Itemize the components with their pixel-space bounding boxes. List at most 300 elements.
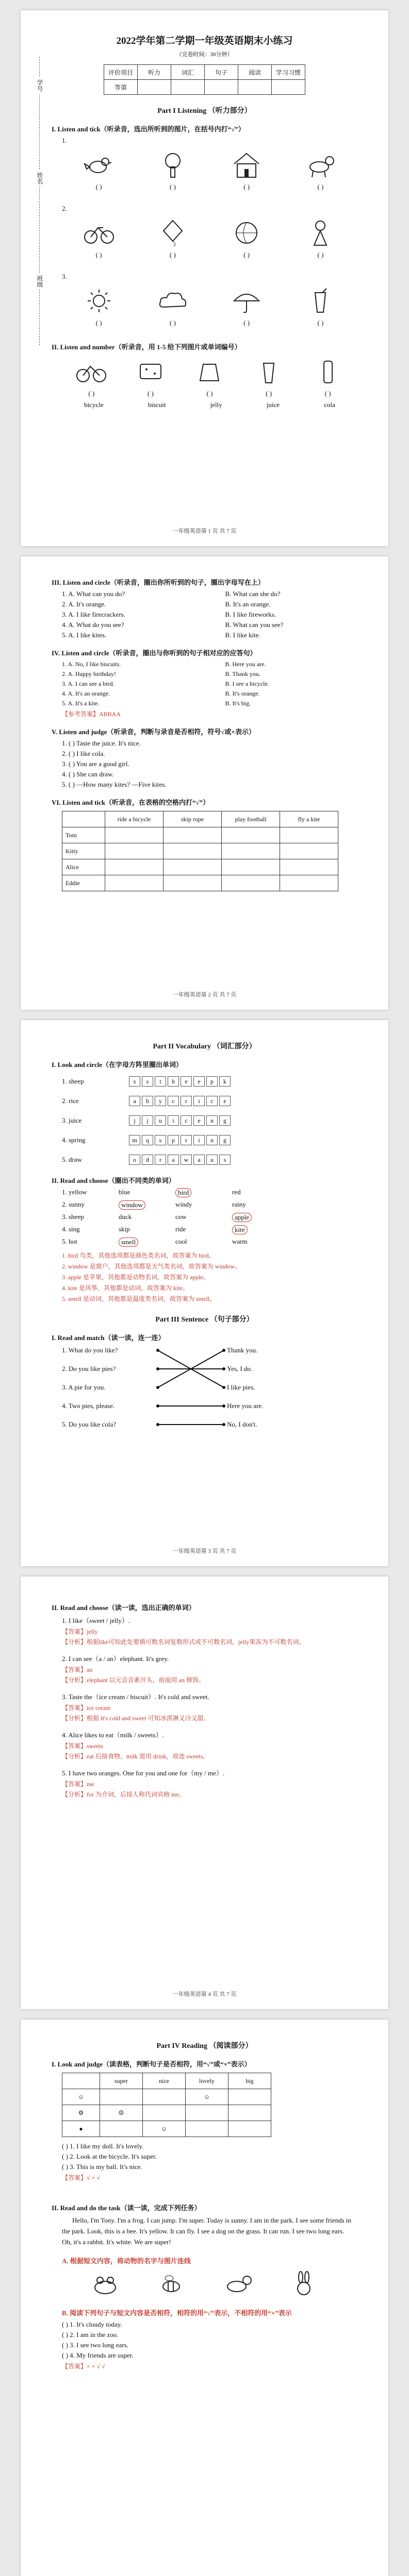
choose-item (21, 1730, 388, 1760)
dog-icon (302, 150, 338, 180)
row-label: Eddie (62, 875, 105, 891)
letter-grid (129, 1155, 231, 1165)
rabbit-icon (286, 2269, 322, 2299)
option-b[interactable]: B. What can you see? (225, 621, 284, 629)
judge-item: 4. ( ) She can draw. (62, 770, 114, 778)
word-cell[interactable]: rainy (232, 1200, 246, 1208)
judge-item: 5. ( ) —How many kites? —Five kites. (62, 781, 167, 788)
tick-cell[interactable] (163, 827, 222, 843)
table-head: play football (222, 811, 280, 827)
option-row (62, 621, 388, 629)
judge-item: 2. ( ) I like cola. (62, 750, 105, 757)
match-left-column (62, 1346, 118, 1439)
word-cell[interactable]: warm (232, 1238, 248, 1245)
kite-icon (155, 218, 191, 248)
score-head-cell: 学习习惯 (272, 65, 305, 80)
tick-cell[interactable] (163, 859, 222, 875)
page-5 (21, 2020, 388, 2576)
smile-face-icon: ☺ (186, 2089, 228, 2105)
letter-cell[interactable]: y (155, 1096, 166, 1106)
option-a[interactable]: 5. A. It's a kite. (62, 700, 100, 707)
part1-title: Part I Listening （听力部分） (157, 107, 252, 115)
paren-row: ( ) ( ) ( ) ( ) (95, 251, 324, 259)
part3-q1: I. Read and match（读一读，连一连） (52, 1334, 165, 1342)
letter-cell[interactable]: i (193, 1135, 205, 1145)
part3-q2: II. Read and choose（读一读，选出正确的单词） (52, 1604, 195, 1612)
table-row (62, 827, 338, 843)
choose-question: 1. I like（sweet / jelly）. (62, 1617, 130, 1624)
answer-key: 【答案】√ × √ (62, 2174, 100, 2181)
match-question[interactable]: 5. Do you like cola? (62, 1420, 117, 1428)
table-row (62, 859, 338, 875)
ball-icon: ● (62, 2121, 100, 2137)
table-head: skip rope (163, 811, 222, 827)
letter-cell[interactable]: e (193, 1115, 205, 1126)
task-a-title: A. 根据短文内容，将动物的名字与图片连线 (62, 2257, 191, 2265)
tick-cell[interactable] (222, 875, 280, 891)
judge-item: 3. ( ) You are a good girl. (62, 760, 129, 768)
matching-area (62, 1346, 388, 1449)
task-b-title: B. 阅读下列句子与短文内容是否相符，相符的用“√”表示，不相符的用“×”表示 (62, 2309, 292, 2317)
choose-answer: 【答案】ice cream (62, 1704, 111, 1711)
match-answer[interactable]: Yes, I do. (227, 1365, 253, 1372)
match-question[interactable]: 3. A pie for you. (62, 1383, 106, 1391)
letter-cell[interactable]: p (168, 1135, 179, 1145)
letter-cell[interactable]: n (206, 1115, 218, 1126)
score-cell[interactable] (171, 80, 205, 95)
word-cell[interactable]: red (232, 1188, 241, 1196)
part1-q2: II. Listen and number（听录音，用 1-5 给下列图片或单词编号） (52, 343, 241, 351)
letter-grid (129, 1096, 231, 1106)
letter-cell[interactable]: h (168, 1076, 179, 1087)
q1-item-number: 1. (62, 137, 67, 144)
table-head: nice (143, 2073, 186, 2089)
choose-question: 5. I have two oranges. One for you and one for（my / me）. (62, 1769, 225, 1777)
page-footer: 一年级英语第 2 页 共 7 页 (172, 992, 237, 998)
analysis-note: 4. kite 是风筝，其他都是动词，故答案为 kite。 (62, 1284, 189, 1292)
tick-cell[interactable] (105, 843, 163, 859)
letter-grid (129, 1115, 231, 1126)
umbrella-icon (228, 286, 265, 316)
table-row (62, 843, 338, 859)
letter-grid-row (62, 1113, 388, 1128)
letter-cell[interactable]: k (219, 1076, 231, 1087)
smile-face-icon: ☺ (143, 2121, 186, 2137)
table-head: big (228, 2073, 271, 2089)
frown-face-icon: ☹ (100, 2105, 143, 2121)
table-head: lovely (186, 2073, 228, 2089)
score-table (104, 64, 305, 95)
score-row-label: 等第 (104, 80, 138, 95)
pic-row (62, 357, 357, 386)
letter-cell[interactable]: i (193, 1096, 205, 1106)
part4-q2: II. Read and do the task（读一读，完成下列任务） (52, 2204, 201, 2212)
letter-cell[interactable]: o (129, 1155, 140, 1165)
exam-subtitle: （完卷时间：30分钟） (176, 52, 233, 58)
score-head-cell: 评价项目 (104, 65, 138, 80)
bird-icon (81, 150, 117, 180)
reading-table (62, 2073, 271, 2137)
option-b[interactable]: B. It's an orange. (225, 600, 271, 608)
option-row (62, 660, 388, 668)
match-dot (156, 1404, 159, 1408)
score-cell[interactable] (205, 80, 238, 95)
part4-title: Part IV Reading （阅读部分） (156, 2042, 253, 2050)
option-a[interactable]: 2. A. Happy birthday! (62, 670, 116, 677)
pic-row (62, 286, 357, 316)
option-b[interactable]: B. What can she do? (225, 590, 281, 598)
jelly-icon (191, 357, 227, 386)
letter-cell[interactable]: w (181, 1155, 192, 1165)
option-a[interactable]: 4. A. What do you see? (62, 621, 124, 629)
tick-cell[interactable] (222, 859, 280, 875)
match-answer[interactable]: No, I don't. (227, 1420, 257, 1428)
sun-icon (81, 286, 117, 316)
part1-q6: VI. Listen and tick（听录音，在表格的空格内打“√”） (52, 799, 210, 806)
letter-grid-row (62, 1094, 388, 1108)
word-cell[interactable]: duck (119, 1213, 132, 1221)
word-cell[interactable]: skip (119, 1225, 130, 1233)
part2-title: Part II Vocabulary （词汇部分） (153, 1043, 256, 1050)
score-cell[interactable] (138, 80, 171, 95)
bicycle-icon (73, 357, 109, 386)
judge-item: ( ) 3. This is my ball. It's nice. (62, 2163, 142, 2171)
letter-cell[interactable]: q (142, 1135, 153, 1145)
option-b[interactable]: B. It's orange. (225, 690, 260, 697)
option-a[interactable]: 4. A. It's an orange. (62, 690, 110, 697)
option-row (62, 680, 388, 688)
letter-cell[interactable]: m (129, 1135, 140, 1145)
word-cell-circled[interactable]: smell (119, 1238, 138, 1247)
letter-cell[interactable]: e (219, 1096, 231, 1106)
match-dot (156, 1367, 159, 1370)
letter-cell[interactable]: i (168, 1115, 179, 1126)
choose-answer: 【答案】sweets (62, 1742, 103, 1750)
match-dot (156, 1423, 159, 1426)
option-a[interactable]: 1. A. What can you do? (62, 590, 125, 598)
letter-cell[interactable]: c (206, 1096, 218, 1106)
tick-cell[interactable] (163, 843, 222, 859)
analysis-note: 1. bird 鸟类，其他选项都是颜色类名词，故答案为 bird。 (62, 1252, 215, 1259)
match-question[interactable]: 2. Do you like pies? (62, 1365, 116, 1372)
word-label: biscuit (148, 401, 166, 409)
tick-cell[interactable] (280, 859, 338, 875)
tick-cell[interactable] (163, 875, 222, 891)
judge-item: ( ) 3. I see two long ears. (62, 2341, 128, 2349)
match-dot (222, 1423, 225, 1426)
option-b[interactable]: B. It's big. (225, 700, 251, 707)
cola-icon (310, 357, 346, 386)
doll-icon (302, 218, 338, 248)
score-head-cell: 词汇 (171, 65, 205, 80)
letter-grid (129, 1076, 231, 1087)
dog-icon (220, 2269, 256, 2299)
letter-cell[interactable]: e (181, 1076, 192, 1087)
match-answer[interactable]: Here you are. (227, 1402, 264, 1410)
judge-item: ( ) 4. My friends are super. (62, 2351, 134, 2360)
juice-icon (302, 286, 338, 316)
tree-icon (155, 150, 191, 180)
letter-cell[interactable]: b (142, 1096, 153, 1106)
word-cell[interactable]: cow (175, 1213, 187, 1221)
tick-cell[interactable] (105, 859, 163, 875)
letter-cell[interactable]: e (193, 1076, 205, 1087)
option-b[interactable]: B. Here you are. (225, 660, 266, 668)
match-question[interactable]: 4. Two pies, please. (62, 1402, 115, 1410)
biscuit-icon (133, 357, 169, 386)
juice-icon (251, 357, 287, 386)
table-head: fly a kite (280, 811, 338, 827)
analysis-note: 3. apple 是苹果，其他都是动物名词，故答案为 apple。 (62, 1274, 209, 1281)
choose-question: 4. Alice likes to eat（milk / sweets）. (62, 1731, 164, 1739)
animal-pictures (72, 2269, 337, 2299)
tick-cell[interactable] (105, 827, 163, 843)
judge-item: 1. ( ) Taste the juice. It's nice. (62, 739, 141, 747)
letter-cell[interactable]: x (129, 1076, 140, 1087)
option-row (62, 611, 388, 619)
target-word: 4. spring (62, 1136, 86, 1144)
part1-q1: I. Listen and tick（听录音，选出所听到的图片，在括号内打“√”） (52, 125, 245, 133)
binding-label-number: 学号 (34, 77, 44, 94)
word-cell[interactable]: 3. sheep (62, 1213, 84, 1221)
letter-cell[interactable]: c (181, 1115, 192, 1126)
judge-item: ( ) 1. It's cloudy today. (62, 2320, 122, 2329)
table-head (62, 2073, 100, 2089)
letter-cell[interactable]: a (193, 1155, 205, 1165)
judge-item: ( ) 1. I like my doll. It's lovely. (62, 2142, 144, 2150)
doll-icon: ☺ (62, 2089, 100, 2105)
bicycle-icon (81, 218, 117, 248)
letter-cell[interactable]: a (129, 1096, 140, 1106)
letter-cell[interactable]: r (155, 1155, 166, 1165)
ball-icon (228, 218, 265, 248)
table-head (62, 811, 105, 827)
part2-q1: I. Look and circle（在字母方阵里圈出单词） (52, 1061, 183, 1069)
word-label: jelly (210, 401, 222, 409)
word-cell[interactable]: 2. sunny (62, 1200, 85, 1208)
row-label: Kitty (62, 843, 105, 859)
q1-item-number: 3. (62, 273, 67, 280)
target-word: 5. draw (62, 1156, 82, 1163)
choose-analysis: 【分析】eat 后接食物，milk 需用 drink，故选 sweets。 (62, 1753, 209, 1760)
binding-label-class: 班级 (34, 273, 44, 290)
paren-row: ( ) ( ) ( ) ( ) ( ) (88, 389, 331, 397)
letter-grid-row (62, 1153, 388, 1167)
letter-cell[interactable]: p (206, 1076, 218, 1087)
match-answer[interactable]: Thank you. (227, 1346, 258, 1354)
match-lines (155, 1346, 227, 1449)
page-4 (21, 1577, 388, 2009)
word-cell[interactable]: windy (175, 1200, 192, 1208)
option-row (62, 700, 388, 707)
choose-answer: 【答案】jelly (62, 1628, 98, 1635)
match-dot (156, 1386, 159, 1389)
page-footer: 一年级英语第 1 页 共 7 页 (172, 528, 237, 534)
row-label: Tom (62, 827, 105, 843)
option-b[interactable]: B. I see a bicycle. (225, 680, 269, 687)
letter-grid (129, 1135, 231, 1145)
word-grid (62, 1188, 388, 1247)
part3-title: Part III Sentence （句子部分） (155, 1316, 254, 1324)
reading-passage: Hello, I'm Tony. I'm a frog. I can jump. I'm super. Today is sunny. I am in the park. I see some friends in the park. Look, this is a bee. It's yellow. It can fly. I see a dog on the grass. It can run. I see two long ears. Oh, it's a rabbit. It's white. We are super! (62, 2216, 351, 2246)
choose-analysis: 【分析】根据like可知此处要填可数名词复数形式或不可数名词，jelly果冻为不可数名词。 (62, 1638, 305, 1646)
analysis-note: 5. smell 是动词，其他都是温度类名词，故答案为 smell。 (62, 1295, 216, 1302)
judge-item: ( ) 2. I am in the zoo. (62, 2331, 119, 2339)
option-a[interactable]: 2. A. It's orange. (62, 600, 106, 608)
letter-cell[interactable]: j (129, 1115, 140, 1126)
word-cell[interactable]: cool (175, 1238, 187, 1245)
option-b[interactable]: B. I like kite. (225, 631, 260, 639)
score-head-cell: 听力 (138, 65, 171, 80)
table-row (62, 2121, 271, 2137)
bicycle-icon: ⚙ (62, 2105, 100, 2121)
choose-question: 3. Taste the（ice cream / biscuit）. It's cold and sweet. (62, 1693, 209, 1701)
option-row (62, 590, 388, 598)
page-2 (21, 556, 388, 1010)
cloud-icon (155, 286, 191, 316)
word-cell[interactable]: 5. hot (62, 1238, 77, 1245)
word-cell-circled[interactable]: apple (232, 1213, 252, 1222)
tick-cell[interactable] (280, 875, 338, 891)
target-word: 2. rice (62, 1097, 79, 1105)
paren-row: ( ) ( ) ( ) ( ) (95, 319, 324, 327)
letter-grid-row (62, 1133, 388, 1147)
match-dot (222, 1404, 225, 1408)
choose-analysis: 【分析】elephant 以元音音素开头，前面用 an 修饰。 (62, 1676, 205, 1684)
letter-cell[interactable]: s (155, 1135, 166, 1145)
judge-item: ( ) 2. Look at the bicycle. It's super. (62, 2153, 157, 2160)
option-b[interactable]: B. I like fireworks. (225, 611, 276, 618)
letter-cell[interactable]: s (142, 1076, 153, 1087)
choose-item (21, 1615, 388, 1646)
exam-title: 2022学年第二学期一年级英语期末小练习 (116, 36, 293, 46)
tick-cell[interactable] (280, 843, 338, 859)
choose-item (21, 1768, 388, 1799)
pic-row (62, 150, 357, 180)
analysis-note: 2. window 是窗户，其他选项都是天气类名词，故答案为 window。 (62, 1263, 241, 1270)
page-footer: 一年级英语第 4 页 共 7 页 (172, 1991, 237, 1997)
q1-item-number: 2. (62, 205, 67, 212)
letter-cell[interactable]: r (181, 1135, 192, 1145)
page-footer: 一年级英语第 3 页 共 7 页 (172, 1548, 237, 1554)
letter-cell[interactable]: c (168, 1096, 179, 1106)
table-head: ride a bicycle (105, 811, 163, 827)
score-cell[interactable] (238, 80, 272, 95)
option-row (62, 670, 388, 678)
option-row (62, 690, 388, 698)
letter-cell[interactable]: j (142, 1115, 153, 1126)
word-cell[interactable]: 4. sing (62, 1225, 80, 1233)
match-dot (156, 1349, 159, 1352)
part1-q5: V. Listen and judge（听录音，判断与录音是否相符，符号√或×表示） (52, 728, 255, 736)
letter-grid-row (62, 1074, 388, 1089)
option-a[interactable]: 1. A. No, I like biscuits. (62, 660, 121, 668)
option-b[interactable]: B. Thank you. (225, 670, 260, 677)
score-cell[interactable] (272, 80, 305, 95)
page-1 (21, 10, 388, 546)
part4-q1: I. Look and judge（读表格，判断句子是否相符，用“√”或“×”表示） (52, 2060, 251, 2068)
option-a[interactable]: 3. A. I like firecrackers. (62, 611, 126, 618)
house-icon (228, 150, 265, 180)
word-label: juice (266, 401, 280, 409)
word-cell[interactable]: 1. yellow (62, 1188, 87, 1196)
letter-cell[interactable]: u (206, 1155, 218, 1165)
score-head-cell: 阅读 (238, 65, 272, 80)
letter-cell[interactable]: d (142, 1155, 153, 1165)
word-cell-circled[interactable]: window (119, 1200, 145, 1210)
letter-cell[interactable]: g (219, 1135, 231, 1145)
table-row (62, 2105, 271, 2121)
q2-word-row (62, 401, 357, 409)
score-head-cell: 句子 (205, 65, 238, 80)
letter-cell[interactable]: n (206, 1135, 218, 1145)
match-right-column (227, 1346, 263, 1439)
tick-cell[interactable] (280, 827, 338, 843)
tick-cell[interactable] (222, 843, 280, 859)
letter-cell[interactable]: g (219, 1115, 231, 1126)
table-row (62, 2089, 271, 2105)
letter-cell[interactable]: a (168, 1155, 179, 1165)
table-head: super (100, 2073, 143, 2089)
answer-key: 【参考答案】ABBAA (62, 710, 121, 718)
part1-q4: IV. Listen and circle（听录音，圈出与你听到的句子相对应的应答句） (52, 649, 257, 657)
choose-item (21, 1691, 388, 1722)
answer-key: 【答案】× × √ √ (62, 2363, 105, 2370)
target-word: 3. juice (62, 1116, 82, 1124)
part2-q2: II. Read and choose（圈出不同类的单词） (52, 1177, 175, 1184)
target-word: 1. sheep (62, 1077, 84, 1085)
letter-cell[interactable]: r (181, 1096, 192, 1106)
match-question[interactable]: 1. What do you like? (62, 1346, 118, 1354)
choose-answer: 【答案】an (62, 1666, 93, 1673)
letter-cell[interactable]: u (155, 1115, 166, 1126)
option-a[interactable]: 3. A. I can see a bird. (62, 680, 114, 687)
word-cell[interactable]: ride (175, 1225, 186, 1233)
option-row (62, 631, 388, 639)
tick-cell[interactable] (222, 827, 280, 843)
part1-q3: III. Listen and circle（听录音，圈出你所听到的句子，圈出字母写在上） (52, 579, 265, 586)
letter-cell[interactable]: t (155, 1076, 166, 1087)
tick-cell[interactable] (105, 875, 163, 891)
match-dot (222, 1367, 225, 1370)
choose-analysis: 【分析】根据 It's cold and sweet 可知冰淇淋又冷又甜。 (62, 1715, 210, 1722)
tick-table (62, 811, 338, 891)
page-3 (21, 1020, 388, 1566)
match-dot (222, 1349, 225, 1352)
letter-cell[interactable]: s (219, 1155, 231, 1165)
word-cell-circled[interactable]: kite (232, 1225, 248, 1234)
bee-icon (153, 2269, 189, 2299)
match-dot (222, 1386, 225, 1389)
row-label: Alice (62, 859, 105, 875)
table-row (62, 875, 338, 891)
paren-row: ( ) ( ) ( ) ( ) (95, 183, 324, 191)
word-label: cola (324, 401, 335, 409)
word-cell-circled[interactable]: bird (175, 1188, 191, 1197)
binding-margin (28, 57, 51, 345)
match-answer[interactable]: I like pies. (227, 1383, 255, 1391)
choose-answer: 【答案】me (62, 1781, 94, 1788)
word-label: bicycle (84, 401, 104, 409)
option-a[interactable]: 5. A. I like kites. (62, 631, 107, 639)
choose-item (21, 1653, 388, 1684)
choose-question: 2. I can see（a / an）elephant. It's grey. (62, 1655, 169, 1663)
pic-row (62, 218, 357, 248)
binding-label-name: 姓名 (34, 170, 44, 187)
choose-analysis: 【分析】for 为介词，后接人称代词宾格 me。 (62, 1791, 185, 1798)
option-row (62, 600, 388, 608)
word-cell[interactable]: blue (119, 1188, 130, 1196)
